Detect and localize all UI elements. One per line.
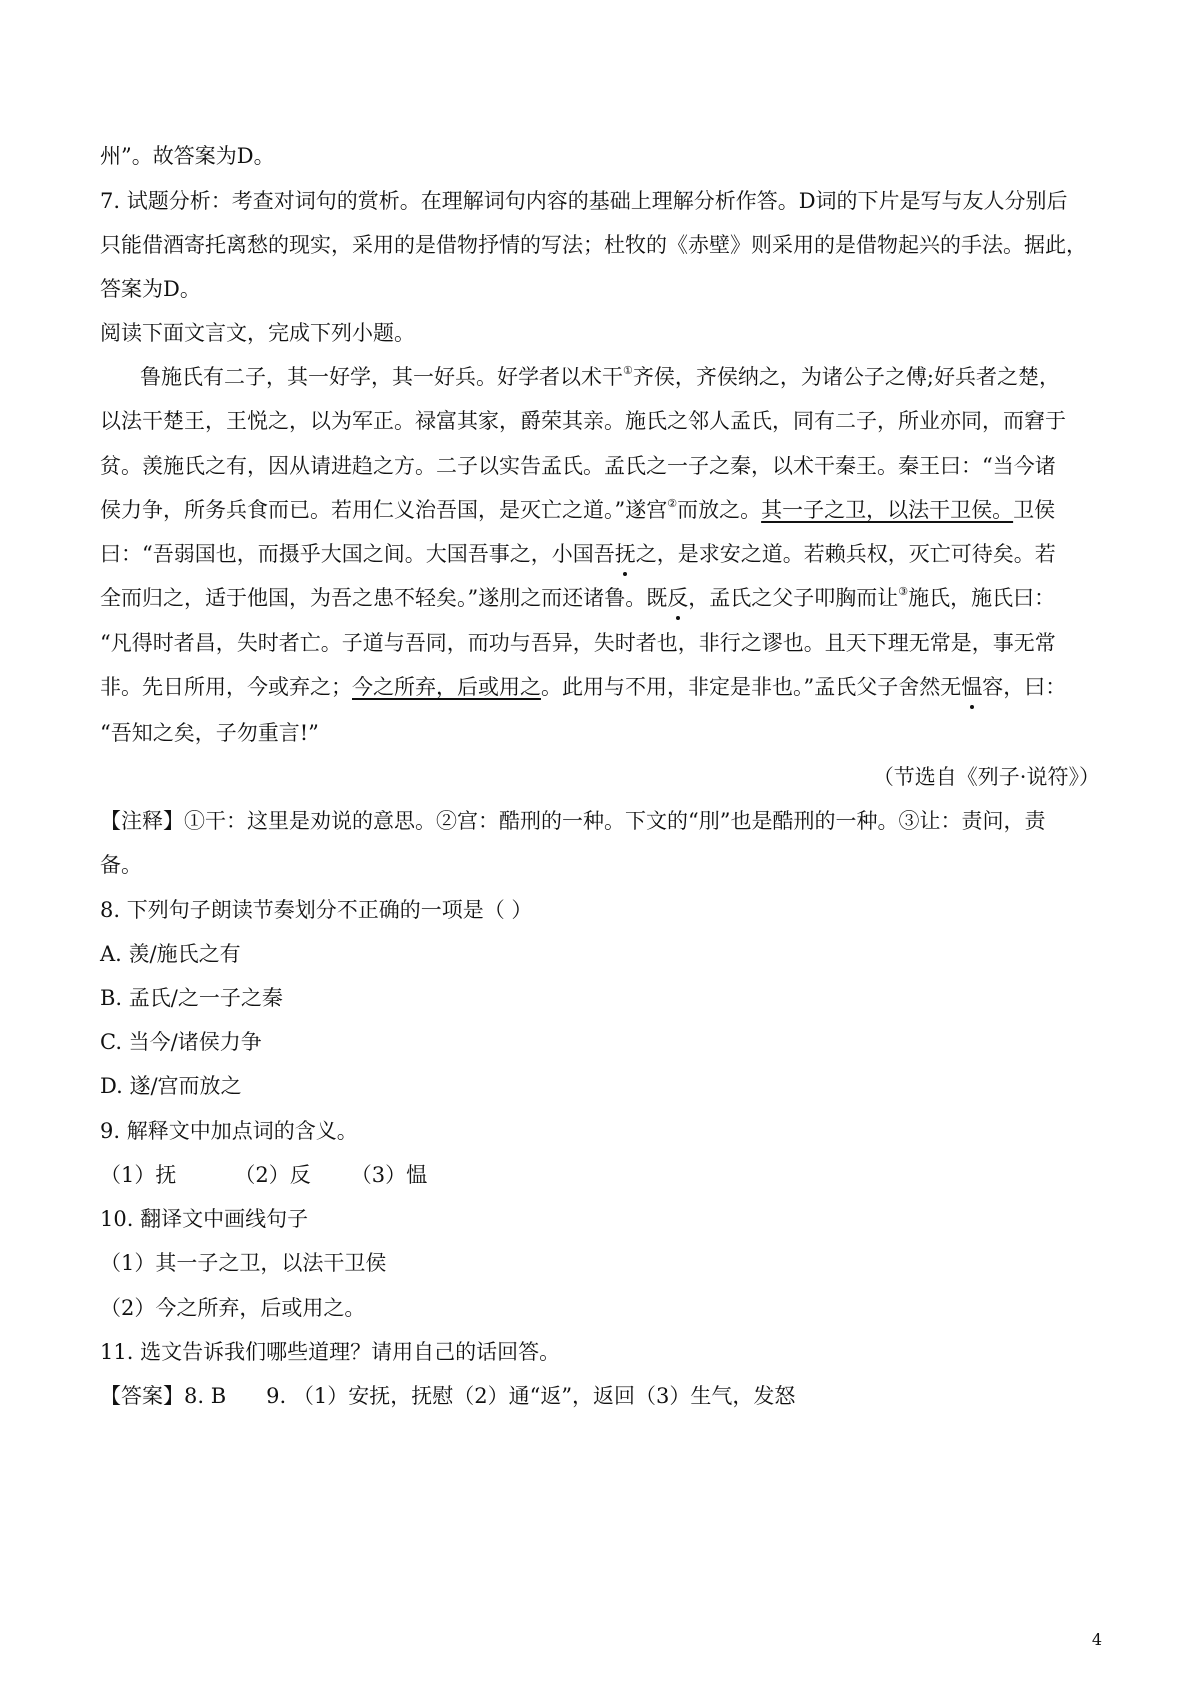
notes-line: 【注释】①干：这里是劝说的意思。②宫：酷刑的一种。下文的“刖”也是酷刑的一种。③让：责问，责: [100, 809, 1046, 833]
option-a: A. 羡/施氏之有: [100, 942, 241, 966]
text-line: 州”。故答案为D。: [100, 144, 275, 168]
option-c: C. 当今/诸侯力争: [100, 1030, 262, 1054]
question-9-items: （1）抚 （2）反 （3）愠: [100, 1163, 428, 1187]
underlined-sentence: 其一子之卫，以法干卫侯。: [761, 498, 1014, 522]
reading-instruction: 阅读下面文言文，完成下列小题。: [100, 321, 415, 345]
option-d: D. 遂/宫而放之: [100, 1074, 242, 1098]
passage-line: 非。先日所用，今或弃之；今之所弃，后或用之。此用与不用，非定是非也。”孟氏父子舍然无愠容，曰：: [100, 672, 1100, 702]
question-11: 11. 选文告诉我们哪些道理？请用自己的话回答。: [100, 1340, 561, 1364]
source-citation: （节选自《列子·说符》）: [872, 765, 1100, 789]
question-10: 10. 翻译文中画线句子: [100, 1207, 309, 1231]
option-b: B. 孟氏/之一子之秦: [100, 986, 283, 1010]
footnote-marker: ②: [667, 497, 678, 510]
dotted-word: 反: [667, 583, 688, 613]
passage-line: “吾知之矣，子勿重言!”: [100, 721, 319, 745]
underlined-sentence: 今之所弃，后或用之: [352, 675, 541, 699]
page-number: 4: [1091, 1630, 1102, 1649]
passage-line: 鲁施氏有二子，其一好学，其一好兵。好学者以术干①齐侯，齐侯纳之，为诸公子之傅;好兵者之楚，: [140, 364, 1060, 389]
question-10-item-1: （1）其一子之卫，以法干卫侯: [100, 1251, 387, 1275]
passage-line: 贫。羡施氏之有，因从请进趋之方。二子以实告孟氏。孟氏之一子之秦，以术干秦王。秦王曰：“当今诸: [100, 454, 1056, 478]
passage-line: 全而归之，适于他国，为吾之患不轻矣。”遂刖之而还诸鲁。既反，孟氏之父子叩胸而让③施氏，施氏曰：: [100, 583, 1100, 613]
analysis-7-line-3: 答案为D。: [100, 277, 201, 301]
question-10-item-2: （2）今之所弃，后或用之。: [100, 1296, 366, 1320]
notes-line: 备。: [100, 853, 142, 877]
passage-line: 曰：“吾弱国也，而摄乎大国之间。大国吾事之，小国吾抚之，是求安之道。若赖兵权，灭亡可待矣。若: [100, 539, 1100, 569]
dotted-word: 抚: [615, 539, 636, 569]
question-9: 9. 解释文中加点词的含义。: [100, 1119, 358, 1143]
passage-line: 以法干楚王，王悦之，以为军正。禄富其家，爵荣其亲。施氏之邻人孟氏，同有二子，所业亦同，而窘于: [100, 409, 1066, 433]
footnote-marker: ③: [898, 585, 909, 598]
answer-line: 【答案】8. B 9. （1）安抚，抚慰（2）通“返”，返回（3）生气，发怒: [100, 1384, 796, 1408]
analysis-7-line-2: 只能借酒寄托离愁的现实，采用的是借物抒情的写法；杜牧的《赤壁》则采用的是借物起兴的手法。据此，: [100, 233, 1087, 257]
passage-line: “凡得时者昌，失时者亡。子道与吾同，而功与吾异，失时者也，非行之谬也。且天下理无常是，事无常: [100, 631, 1056, 655]
dotted-word: 愠: [961, 672, 982, 702]
footnote-marker: ①: [623, 364, 633, 377]
analysis-7-line-1: 7. 试题分析：考查对词句的赏析。在理解词句内容的基础上理解分析作答。D词的下片是写与友人分别后: [100, 189, 1068, 213]
question-8: 8. 下列句子朗读节奏划分不正确的一项是（ ）: [100, 898, 533, 922]
passage-line: 侯力争，所务兵食而已。若用仁义治吾国，是灭亡之道。”遂宫②而放之。其一子之卫，以法干卫侯。卫侯: [100, 497, 1056, 522]
